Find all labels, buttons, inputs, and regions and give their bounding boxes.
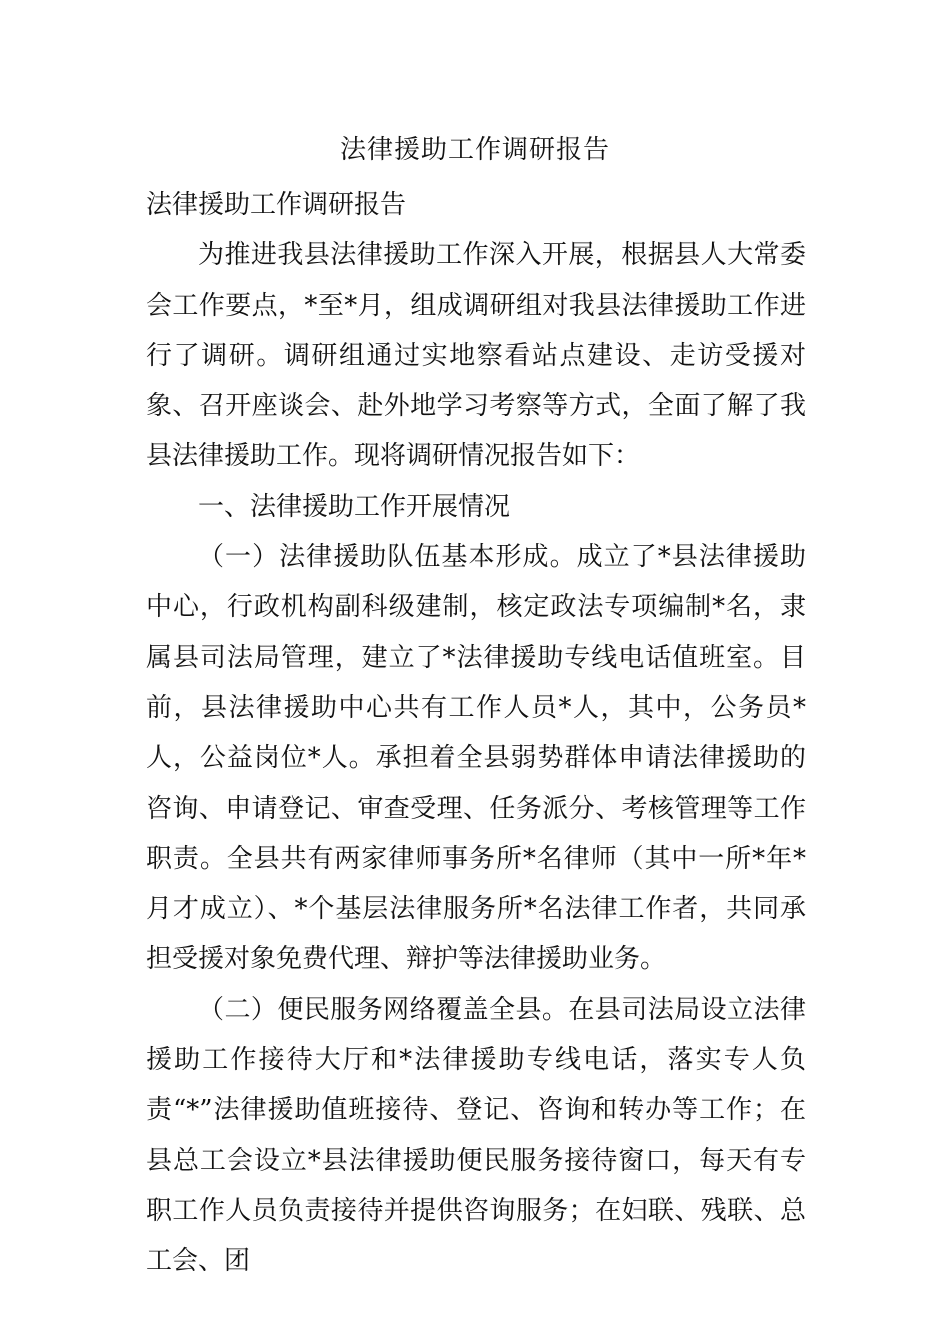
document-title: 法律援助工作调研报告: [339, 135, 610, 165]
section-heading-1: 一、法律援助工作开展情况: [198, 491, 511, 522]
paragraph-item-2: （二）便民服务网络覆盖全县。在县司法局设立法律援助工作接待大厅和*法律援助专线电话，落实专人负责“*”法律援助值班接待、登记、咨询和转办等工作；在县总工会设立*县法律援助便民服务接待窗口，每天有专职工作人员负责接待并提供咨询服务；在妇联、残联、总工会、团: [146, 994, 806, 1277]
document-body: [146, 180, 806, 1287]
paragraph-intro: 为推进我县法律援助工作深入开展，根据县人大常委会工作要点，*至*月，组成调研组对我县法律援助工作进行了调研。调研组通过实地察看站点建设、走访受援对象、召开座谈会、赴外地学习考察等方式，全面了解了我县法律援助工作。现将调研情况报告如下：: [146, 240, 806, 472]
document-subtitle: 法律援助工作调研报告: [146, 190, 407, 220]
paragraph-item-1: （一）法律援助队伍基本形成。成立了*县法律援助中心，行政机构副科级建制，核定政法专项编制*名，隶属县司法局管理，建立了*法律援助专线电话值班室。目前，县法律援助中心共有工作人员*人，其中，公务员*人，公益岗位*人。承担着全县弱势群体申请法律援助的咨询、申请登记、审查受理、任务派分、考核管理等工作职责。全县共有两家律师事务所*名律师（其中一所*年*月才成立）、*个基层法律服务所*名法律工作者，共同承担受援对象免费代理、辩护等法律援助业务。: [146, 542, 806, 975]
